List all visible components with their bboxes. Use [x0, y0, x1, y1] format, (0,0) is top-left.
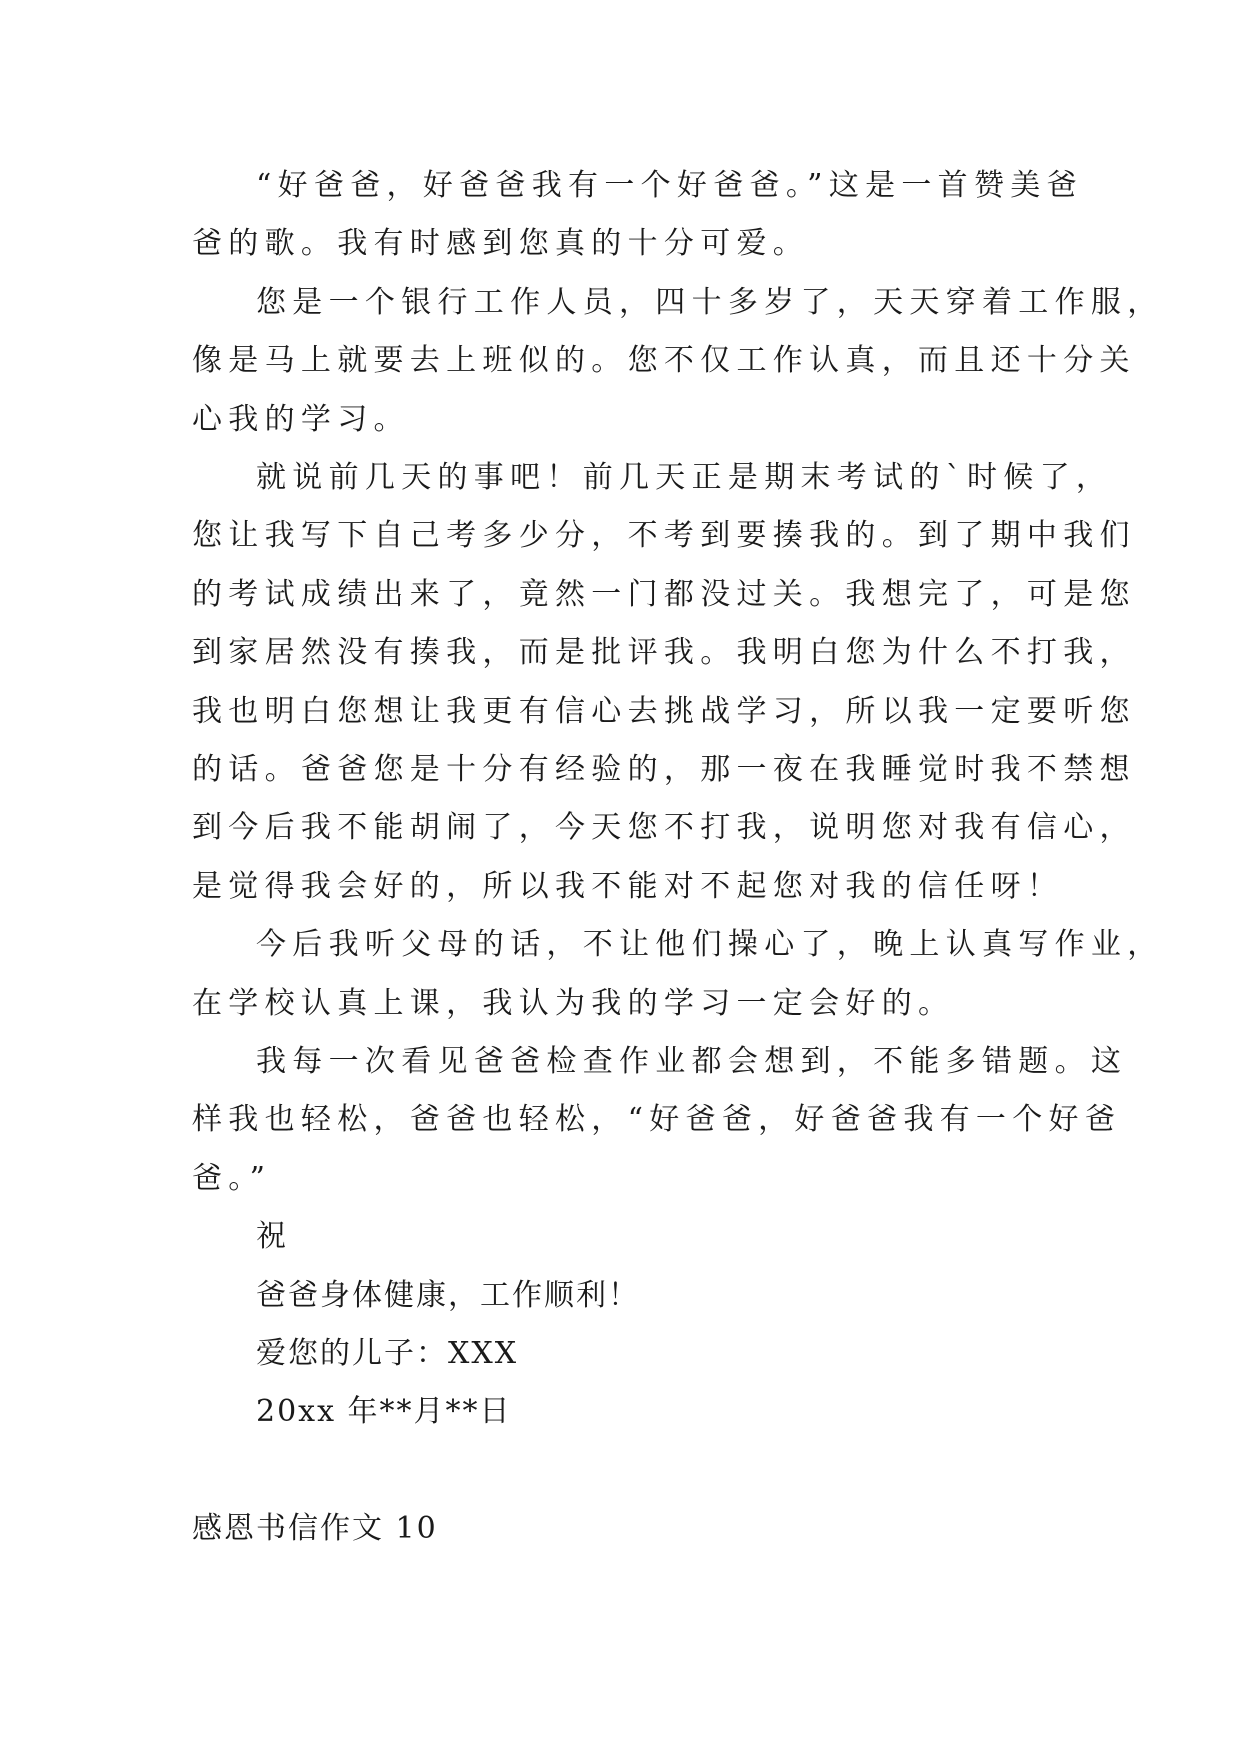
paragraph-line: 您让我写下自己考多少分，不考到要揍我的。到了期中我们 — [192, 518, 1136, 553]
paragraph-line: 心我的学习。 — [192, 402, 410, 437]
paragraph-line: 到家居然没有揍我，而是批评我。我明白您为什么不打我， — [192, 635, 1136, 670]
closing-wish-prefix: 祝 — [256, 1219, 288, 1254]
section-heading: 感恩书信作文 10 — [192, 1511, 438, 1546]
paragraph-line: 爸。” — [192, 1161, 272, 1196]
paragraph-line: 的考试成绩出来了，竟然一门都没过关。我想完了，可是您 — [192, 577, 1136, 612]
paragraph-line: 我每一次看见爸爸检查作业都会想到，不能多错题。这 — [256, 1044, 1128, 1079]
paragraph-line: 像是马上就要去上班似的。您不仅工作认真，而且还十分关 — [192, 343, 1136, 378]
letter-date: 20xx 年**月**日 — [256, 1394, 512, 1429]
paragraph-line: 今后我听父母的话，不让他们操心了，晚上认真写作业， — [256, 927, 1164, 962]
paragraph-line: 在学校认真上课，我认为我的学习一定会好的。 — [192, 986, 955, 1021]
signature: 爱您的儿子：XXX — [256, 1336, 519, 1371]
paragraph-line: 您是一个银行工作人员，四十多岁了，天天穿着工作服， — [256, 285, 1164, 320]
paragraph-line: 的话。爸爸您是十分有经验的，那一夜在我睡觉时我不禁想 — [192, 752, 1136, 787]
paragraph-line: 样我也轻松，爸爸也轻松，“好爸爸，好爸爸我有一个好爸 — [192, 1102, 1122, 1137]
paragraph-line: 到今后我不能胡闹了，今天您不打我，说明您对我有信心， — [192, 810, 1136, 845]
paragraph-line: 我也明白您想让我更有信心去挑战学习，所以我一定要听您 — [192, 694, 1136, 729]
paragraph-line: 是觉得我会好的，所以我不能对不起您对我的信任呀！ — [192, 869, 1064, 904]
closing-wish: 爸爸身体健康，工作顺利！ — [256, 1278, 640, 1313]
paragraph-line: “好爸爸，好爸爸我有一个好爸爸。”这是一首赞美爸 — [256, 168, 1083, 203]
paragraph-line: 爸的歌。我有时感到您真的十分可爱。 — [192, 226, 810, 261]
paragraph-line: 就说前几天的事吧！前几天正是期末考试的`时候了， — [256, 460, 1113, 495]
